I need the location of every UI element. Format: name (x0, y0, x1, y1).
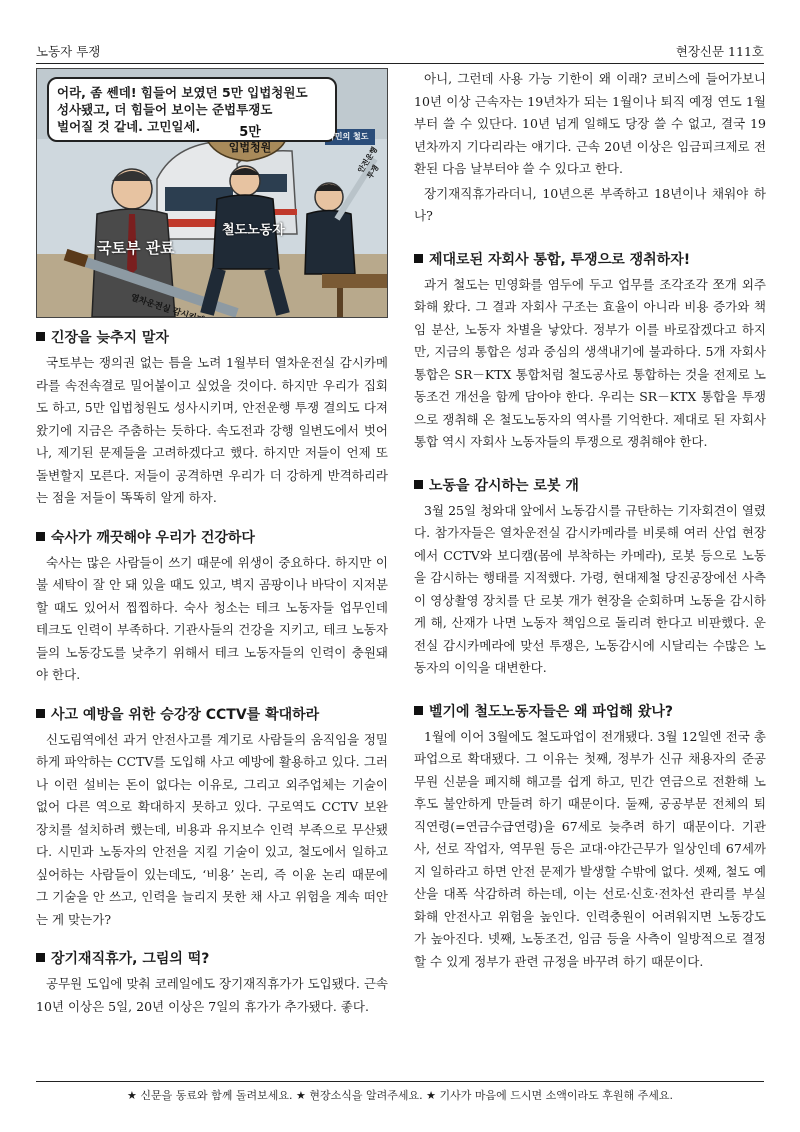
right-article-list (414, 68, 766, 973)
article-body: 신도림역에선 과거 안전사고를 계기로 사람들의 움직임을 정밀하게 파악하는 CCTV를 도입해 사고 예방에 활용하고 있다. 그러나 이런 설비는 돈이 없다는 이유로, 그리고 외주업체는 기술이 없어 다른 역으로 확대하지 못하고 있다. 구로역도 CCTV 보완 장치를 설치하려 했는데, 비용과 유지보수 인력 부족으로 무산됐다. 시민과 노동자의 안전을 지킬 기술이 있고, 철도에서 일하고 싶어하는 사람들이 있는데도, ‘비용’ 논리, 즉 이윤 논리 때문에 그 기술을 안 쓰고, 인력을 늘리지 못한 채 사고 위험을 계속 떠안는 게 맞는가? (36, 731, 388, 927)
article-section (36, 328, 388, 510)
article-section (414, 250, 766, 454)
article-body: 숙사는 많은 사람들이 쓰기 때문에 위생이 중요하다. 하지만 이불 세탁이 잘 안 돼 있을 때도 있고, 벽지 곰팡이나 바닥이 지저분할 때도 있어서 찝찝하다. 숙사 청소는 테크 노동자들 업무인데 테크도 인력이 부족하다. 기관사들의 건강을 지키고, 테크 노동자들의 노동강도를 낮추기 위해서 테크 노동자들의 인력이 충원돼야 한다. (36, 554, 388, 682)
article-heading (414, 702, 766, 722)
cartoon-speech-bubble: 어라, 좀 쎈데! 힘들어 보였던 5만 입법청원도 성사됐고, 더 힘들어 보이는 준법투쟁도 벌어질 것 같네. 고민일세. (47, 77, 337, 142)
worker-label: 철도노동자 (222, 223, 285, 238)
square-bullet-icon (414, 706, 423, 715)
article-section (414, 476, 766, 680)
article-heading-text: 제대로된 자회사 통합, 투쟁으로 쟁취하자! (429, 251, 691, 268)
article-heading (414, 250, 766, 270)
blade-label: 안전운행투쟁 (355, 145, 381, 181)
square-bullet-icon (414, 480, 423, 489)
bag-label (225, 125, 275, 155)
article-body: 국토부는 쟁의권 없는 틈을 노려 1월부터 열차운전실 감시카메라를 속전속결로 밀어붙이고 싶었을 것이다. 하지만 우리가 집회도 하고, 5만 입법청원도 성사시키며, 안전운행 투쟁 결의도 다져 왔기에 지금은 주춤하는 듯하다. 속도전과 강행 일변도에서 벗어나, 제기된 문제들을 고려하겠다고 했다. 하지만 저들이 언제 또 돌변할지 모른다. 저들이 공격하면 우리가 더 강하게 반격하리라는 점을 저들이 똑똑히 알게 하자. (36, 355, 388, 505)
left-article-list (36, 328, 388, 1018)
article-section (36, 705, 388, 932)
page-footer: ★ 신문을 동료와 함께 돌려보세요. ★ 현장소식을 알려주세요. ★ 기사가 마음에 드시면 소액이라도 후원해 주세요. (36, 1081, 764, 1103)
article-heading-text: 벨기에 철도노동자들은 왜 파업해 왔나? (429, 703, 674, 720)
page-header (36, 36, 764, 64)
article-section (414, 183, 766, 228)
article-body: 아니, 그런데 사용 가능 기한이 왜 이래? 코비스에 들어가보니 10년 이상 근속자는 19년차가 되는 1월이나 퇴직 예정 연도 1월부터 쓸 수 있단다. 10년 넘게 일해도 당장 쓸 수 없고, 결국 19년차까지 기다리라는 얘기다. 근속 20년 이상은 임금피크제로 전환된 다음 날부터야 쓸 수 있다고 한다. (414, 71, 766, 176)
article-body: 공무원 도입에 맞춰 코레일에도 장기재직휴가가 도입됐다. 근속 10년 이상은 5일, 20년 이상은 7일의 휴가가 추가됐다. 좋다. (36, 976, 388, 1014)
article-heading-text: 긴장을 늦추지 말자 (51, 330, 169, 346)
article-heading (36, 528, 388, 548)
square-bullet-icon (36, 332, 45, 341)
bag-label-line2: 입법청원 (228, 141, 272, 154)
article-section (414, 702, 766, 974)
article-body: 1월에 이어 3월에도 철도파업이 전개됐다. 3월 12일엔 전국 총파업으로 확대됐다. 그 이유는 첫째, 정부가 신규 채용자의 준공무원 신분을 폐지해 해고를 쉽게 하고, 민간 연금으로 전환해 노후도 불안하게 만들려 하기 때문이다. 둘째, 공공부문 전체의 퇴직연령(=연금수급연령)을 67세로 늦추려 하기 때문이다. 기관사, 선로 작업자, 역무원 등은 교대·야간근무가 일상인데 67세까지 일하라고 하면 안전 문제가 발생할 수밖에 없다. 셋째, 철도 예산을 대폭 삭감하려 하는데, 이는 선로·신호·전차선 관리를 부실화해 안전사고 위험을 높인다. 인력충원이 어려워지면 노동강도가 높아진다. 넷째, 노동조건, 임금 등을 사측이 일방적으로 결정할 수 있게 정부가 관련 규정을 바꾸려 하기 때문이다. (414, 728, 766, 969)
article-heading (414, 476, 766, 496)
bag-label-line1: 5만 (239, 125, 261, 140)
article-heading-text: 장기재직휴가, 그림의 떡? (51, 951, 210, 967)
article-section (36, 528, 388, 687)
left-column (36, 68, 388, 1018)
station-sign-label: 국민의 철도 (327, 132, 369, 141)
editorial-cartoon (36, 68, 388, 318)
article-heading-text: 노동을 감시하는 로봇 개 (429, 477, 579, 494)
article-body: 3월 25일 청와대 앞에서 노동감시를 규탄하는 기자회견이 열렸다. 참가자들은 열차운전실 감시카메라를 비롯해 여러 산업 현장에서 CCTV와 보디캠(몸에 부착하는 카메라), 로봇 등으로 노동을 감시하는 행태를 지적했다. 가령, 현대제철 당진공장에선 사측이 영상촬영 장치를 단 로봇 개가 현장을 순회하며 노동을 감시하게 해, 산재가 나면 노동자 책임으로 돌리려 한다고 비판했다. 운전실 감시카메라에 맞선 투쟁은, 노동감시에 시달리는 수많은 노동자의 이익을 대변한다. (414, 502, 766, 675)
article-section (36, 949, 388, 1018)
article-heading-text: 사고 예방을 위한 승강장 CCTV를 확대하라 (51, 706, 320, 723)
square-bullet-icon (414, 254, 423, 263)
article-heading (36, 949, 388, 969)
header-issue: 현장신문 111호 (675, 44, 764, 59)
article-section (414, 68, 766, 181)
square-bullet-icon (36, 709, 45, 718)
header-paper-name: 노동자 투쟁 (36, 44, 101, 59)
article-heading-text: 숙사가 깨끗해야 우리가 건강하다 (51, 529, 255, 546)
square-bullet-icon (36, 953, 45, 962)
official-label: 국토부 관료 (97, 239, 175, 257)
article-heading (36, 705, 388, 725)
article-body: 과거 철도는 민영화를 염두에 두고 업무를 조각조각 쪼개 외주화해 왔다. 그 결과 자회사 구조는 효율이 아니라 비용 증가와 책임 분산, 노동자 차별을 낳았다. 정부가 이를 바로잡겠다고 하지만, 지금의 통합은 성과 중심의 생색내기에 불과하다. 5개 자회사 통합은 SR－KTX 통합처럼 철도공사로 통합하는 것을 전제로 노동조건 개선을 함께 담아야 한다. 우리는 SR－KTX 통합을 투쟁으로 쟁취해 온 철도노동자의 역사를 기억한다. 제대로 된 자회사 통합 역시 자회사 노동자들의 투쟁으로 쟁취해야 한다. (414, 276, 766, 449)
article-heading (36, 328, 388, 348)
article-body: 장기재직휴가라더니, 10년으론 부족하고 18년이나 채워야 하나? (414, 185, 766, 223)
square-bullet-icon (36, 532, 45, 541)
right-column (414, 68, 766, 973)
